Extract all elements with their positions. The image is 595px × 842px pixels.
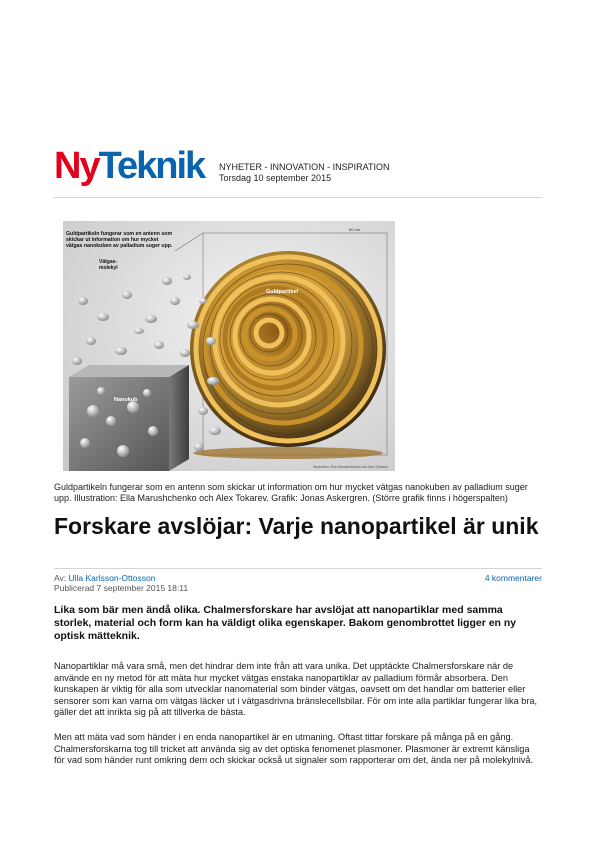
label-hydrogen: Vätgas-molekyl: [99, 259, 118, 271]
masthead-divider: [54, 197, 542, 198]
comments-link[interactable]: 4 kommentarer: [484, 573, 542, 583]
image-caption: Guldpartikeln fungerar som en antenn som skickar ut information om hur mycket vätgas nanokuben av palladium suger upp. Illustration: Ella Marushchenko och Alex Tokarev. Grafik: Jonas Askergren. (Större grafik finns i högerspalten): [54, 482, 528, 503]
article-illustration: [63, 221, 395, 471]
author-link[interactable]: Ulla Karlsson-Ottosson: [68, 573, 156, 583]
illustration-callout: Guldpartikeln fungerar som en antenn som skickar ut information om hur mycket vätgas nanokuben av palladium suger upp.: [66, 231, 173, 249]
tagline: NYHETER - INNOVATION - INSPIRATION: [219, 162, 390, 172]
label-scale: 80 nm: [349, 227, 361, 232]
nyteknik-logo[interactable]: [54, 146, 210, 186]
logo-ny: Ny: [54, 145, 99, 187]
article-paragraph-1: Nanopartiklar må vara små, men det hindrar dem inte från att vara unika. Det upptäckte Chalmersforskare när de använde en ny metod för att mäta hur mycket vätgas enstaka nanopartiklar av palladium förmår absorbera. Den kunskapen är viktig för alla som utvecklar nanomaterial som binder vätgas, oavsett om det handlar om batterier eller sensorer som kan varna om vätgas läcker ut i vätgasdrivna bränslecellsbilar. För om inte alla partiklar fungerar lika bra, gäller det att inrikta sig på att tillverka de bästa.: [54, 661, 538, 717]
logo-teknik: Teknik: [98, 145, 205, 187]
issue-date: Torsdag 10 september 2015: [219, 173, 332, 183]
article-headline: Forskare avslöjar: Varje nanopartikel är unik: [54, 513, 539, 539]
byline: [54, 573, 188, 593]
published-date: Publicerad 7 september 2015 18:11: [54, 583, 189, 593]
article-paragraph-2: Men att mäta vad som händer i en enda nanopartikel är en utmaning. Oftast tittar forskare på många på en gång. Chalmersforskarna tog till tricket att använda sig av det optiska fenomenet plasmoner. Plasmoner är extremt känsliga för vad som händer runt omkring dem och skickar också ut signaler som rapporterar om det, ända ner på molekylnivå.: [54, 732, 533, 765]
byline-prefix: Av:: [54, 573, 69, 583]
masthead-info: [219, 162, 390, 184]
palladium-nanocube: [69, 365, 189, 471]
nanoparticle-illustration: [63, 221, 395, 471]
article-lead: Lika som bär men ändå olika. Chalmersforskare har avslöjat att nanopartiklar med samma storlek, material och form kan ha väldigt olika egenskaper. Bakom genombrottet ligger en ny optisk mätteknik.: [54, 604, 517, 642]
illustration-credit: Illustration: Ella Marushchenko och Alex Tokarev: [313, 465, 389, 469]
label-gold-particle: Guldpartikel: [266, 289, 299, 295]
label-nanocube: Nanokub: [114, 397, 138, 403]
byline-divider: [54, 568, 542, 569]
